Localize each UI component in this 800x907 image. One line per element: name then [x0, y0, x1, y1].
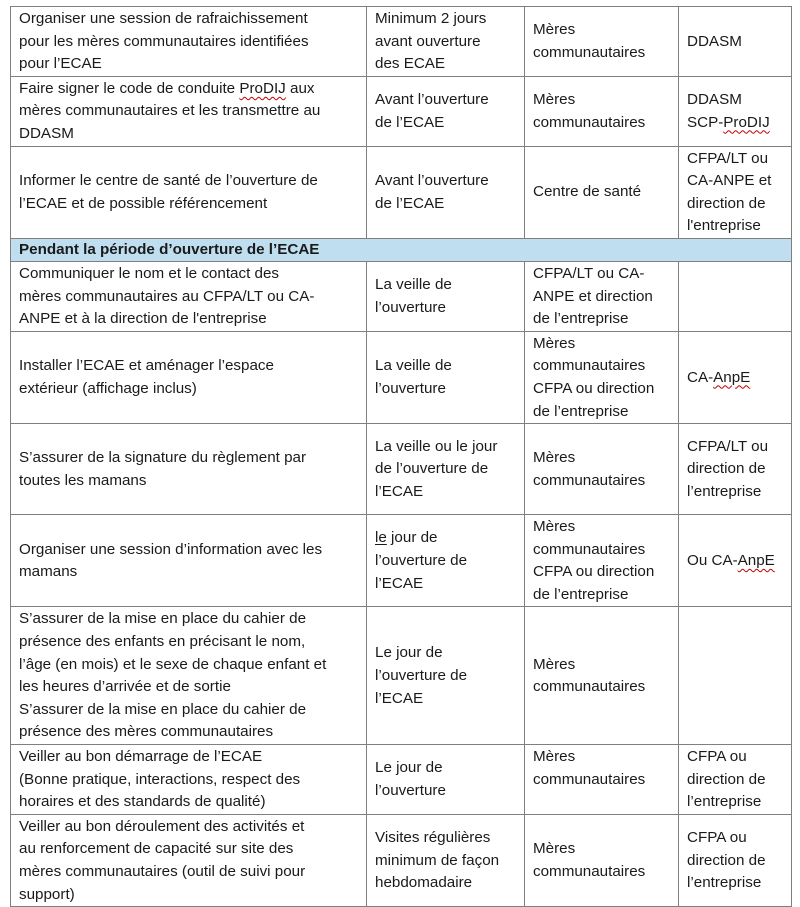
support-cell — [679, 261, 792, 331]
responsible-cell: CFPA/LT ou CA- ANPE et direction de l’entreprise — [525, 261, 679, 331]
section-header-row — [11, 238, 792, 261]
timing-cell: Avant l’ouverture de l’ECAE — [367, 76, 525, 146]
activity-cell: Organiser une session d’information avec les mamans — [11, 515, 367, 607]
responsible-cell: Mères communautaires CFPA ou direction de l’entreprise — [525, 515, 679, 607]
responsible-cell: Mères communautaires — [525, 607, 679, 745]
timing-cell: Le jour de l’ouverture de l’ECAE — [367, 607, 525, 745]
timing-cell: La veille ou le jour de l’ouverture de l’ECAE — [367, 424, 525, 515]
table-row — [11, 424, 792, 515]
support-cell: CFPA/LT ou CA-ANPE et direction de l'entreprise — [679, 146, 792, 238]
responsible-cell: Mères communautaires CFPA ou direction de l’entreprise — [525, 331, 679, 423]
support-cell: Ou CA-AnpE — [679, 515, 792, 607]
activity-cell: S’assurer de la mise en place du cahier de présence des enfants en précisant le nom, l’âge (en mois) et le sexe de chaque enfant et les heures d’arrivée et de sortie S’assurer de la mise en place du cahier de présence des mères communautaires — [11, 607, 367, 745]
support-cell: DDASM — [679, 7, 792, 77]
timing-cell: La veille de l’ouverture — [367, 331, 525, 423]
responsible-cell: Mères communautaires — [525, 814, 679, 906]
responsible-cell: Mères communautaires — [525, 424, 679, 515]
activity-cell: Communiquer le nom et le contact des mères communautaires au CFPA/LT ou CA- ANPE et à la direction de l'entreprise — [11, 261, 367, 331]
timing-cell: La veille de l’ouverture — [367, 261, 525, 331]
table-row — [11, 7, 792, 77]
responsible-cell: Mères communautaires — [525, 745, 679, 815]
activity-cell: Faire signer le code de conduite ProDIJ aux mères communautaires et les transmettre au DDASM — [11, 76, 367, 146]
support-cell: CA-AnpE — [679, 331, 792, 423]
activity-cell: Informer le centre de santé de l’ouverture de l’ECAE et de possible référencement — [11, 146, 367, 238]
responsible-cell: Mères communautaires — [525, 7, 679, 77]
table-row — [11, 261, 792, 331]
timing-cell: Le jour de l’ouverture — [367, 745, 525, 815]
activity-cell: Installer l’ECAE et aménager l’espace extérieur (affichage inclus) — [11, 331, 367, 423]
table-row — [11, 814, 792, 906]
activity-cell: Veiller au bon déroulement des activités et au renforcement de capacité sur site des mères communautaires (outil de suivi pour support) — [11, 814, 367, 906]
support-cell: CFPA ou direction de l’entreprise — [679, 745, 792, 815]
support-cell: CFPA ou direction de l’entreprise — [679, 814, 792, 906]
activity-cell: S’assurer de la signature du règlement par toutes les mamans — [11, 424, 367, 515]
table-row — [11, 515, 792, 607]
table-row — [11, 607, 792, 745]
table-row — [11, 76, 792, 146]
table-row — [11, 331, 792, 423]
table-row — [11, 146, 792, 238]
activity-cell: Veiller au bon démarrage de l’ECAE (Bonne pratique, interactions, respect des horaires et des standards de qualité) — [11, 745, 367, 815]
timing-cell: le jour de l’ouverture de l’ECAE — [367, 515, 525, 607]
support-cell — [679, 607, 792, 745]
timing-cell: Visites régulières minimum de façon hebdomadaire — [367, 814, 525, 906]
timing-cell: Avant l’ouverture de l’ECAE — [367, 146, 525, 238]
support-cell: CFPA/LT ou direction de l’entreprise — [679, 424, 792, 515]
activity-cell: Organiser une session de rafraichissement pour les mères communautaires identifiées pour l’ECAE — [11, 7, 367, 77]
section-header: Pendant la période d’ouverture de l’ECAE — [11, 238, 792, 261]
support-cell: DDASM SCP-ProDIJ — [679, 76, 792, 146]
timing-cell: Minimum 2 jours avant ouverture des ECAE — [367, 7, 525, 77]
activity-table — [10, 6, 792, 907]
responsible-cell: Centre de santé — [525, 146, 679, 238]
responsible-cell: Mères communautaires — [525, 76, 679, 146]
table-row — [11, 745, 792, 815]
